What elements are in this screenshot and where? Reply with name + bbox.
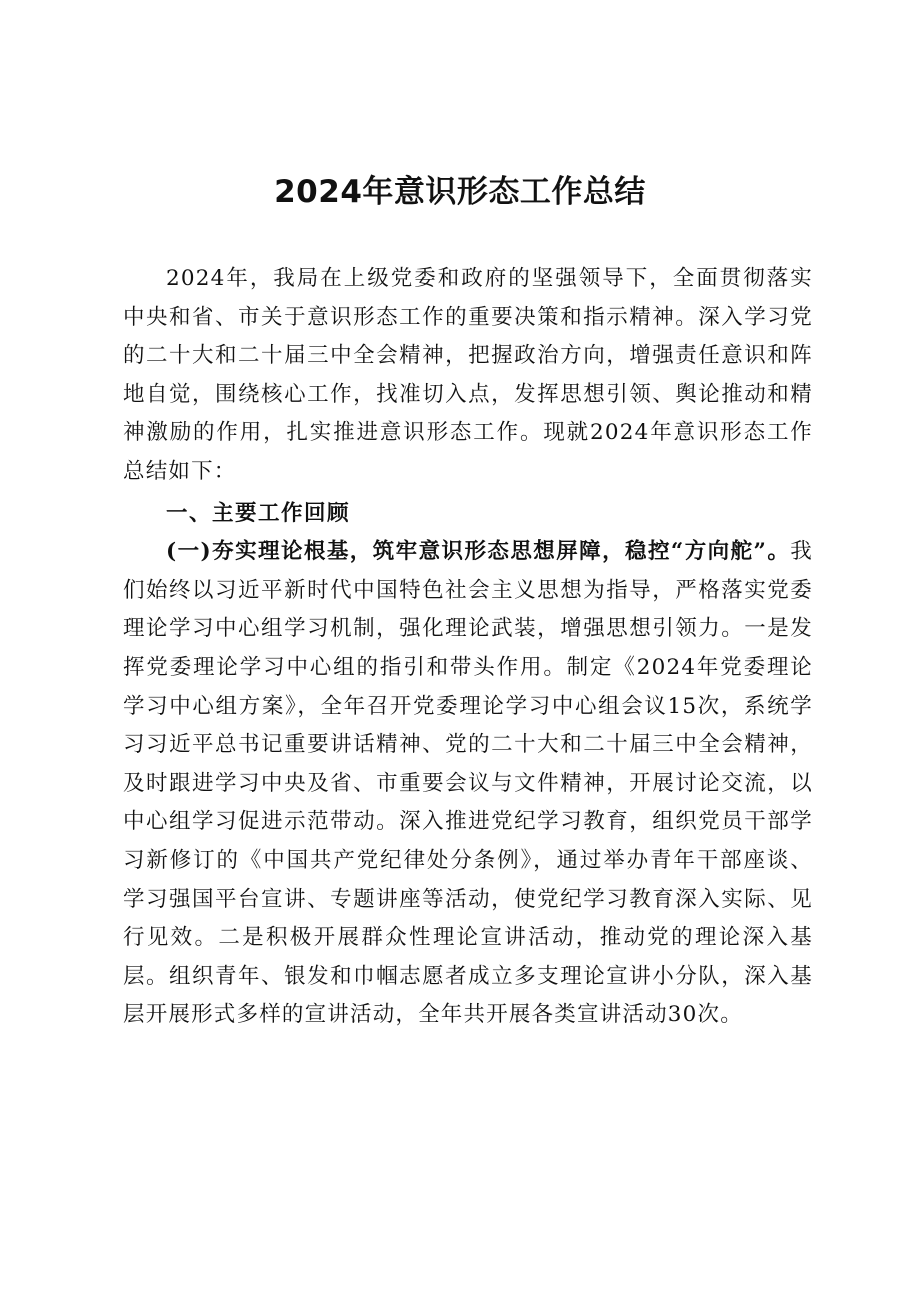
document-body — [123, 260, 813, 1035]
subsection-body: 我们始终以习近平新时代中国特色社会主义思想为指导，严格落实党委理论学习中心组学习机制，强化理论武装，增强思想引领力。一是发挥党委理论学习中心组的指引和带头作用。制定《2024年党委理论学习中心组方案》，全年召开党委理论学习中心组会议15次，系统学习习近平总书记重要讲话精神、党的二十大和二十届三中全会精神，及时跟进学习中央及省、市重要会议与文件精神，开展讨论交流，以中心组学习促进示范带动。深入推进党纪学习教育，组织党员干部学习新修订的《中国共产党纪律处分条例》，通过举办青年干部座谈、学习强国平台宣讲、专题讲座等活动，使党纪学习教育深入实际、见行见效。二是积极开展群众性理论宣讲活动，推动党的理论深入基层。组织青年、银发和巾帼志愿者成立多支理论宣讲小分队，深入基层开展形式多样的宣讲活动，全年共开展各类宣讲活动30次。 — [123, 539, 813, 1028]
subsection-paragraph — [123, 533, 813, 1035]
intro-paragraph: 2024年，我局在上级党委和政府的坚强领导下，全面贯彻落实中央和省、市关于意识形态工作的重要决策和指示精神。深入学习党的二十大和二十届三中全会精神，把握政治方向，增强责任意识和阵地自觉，围绕核心工作，找准切入点，发挥思想引领、舆论推动和精神激励的作用，扎实推进意识形态工作。现就2024年意识形态工作总结如下： — [123, 266, 813, 484]
subsection-heading: (一)夯实理论根基，筑牢意识形态思想屏障，稳控“方向舵”。 — [166, 539, 791, 565]
section-heading: 一、主要工作回顾 — [166, 500, 351, 526]
page-title: 2024年意识形态工作总结 — [274, 174, 646, 210]
